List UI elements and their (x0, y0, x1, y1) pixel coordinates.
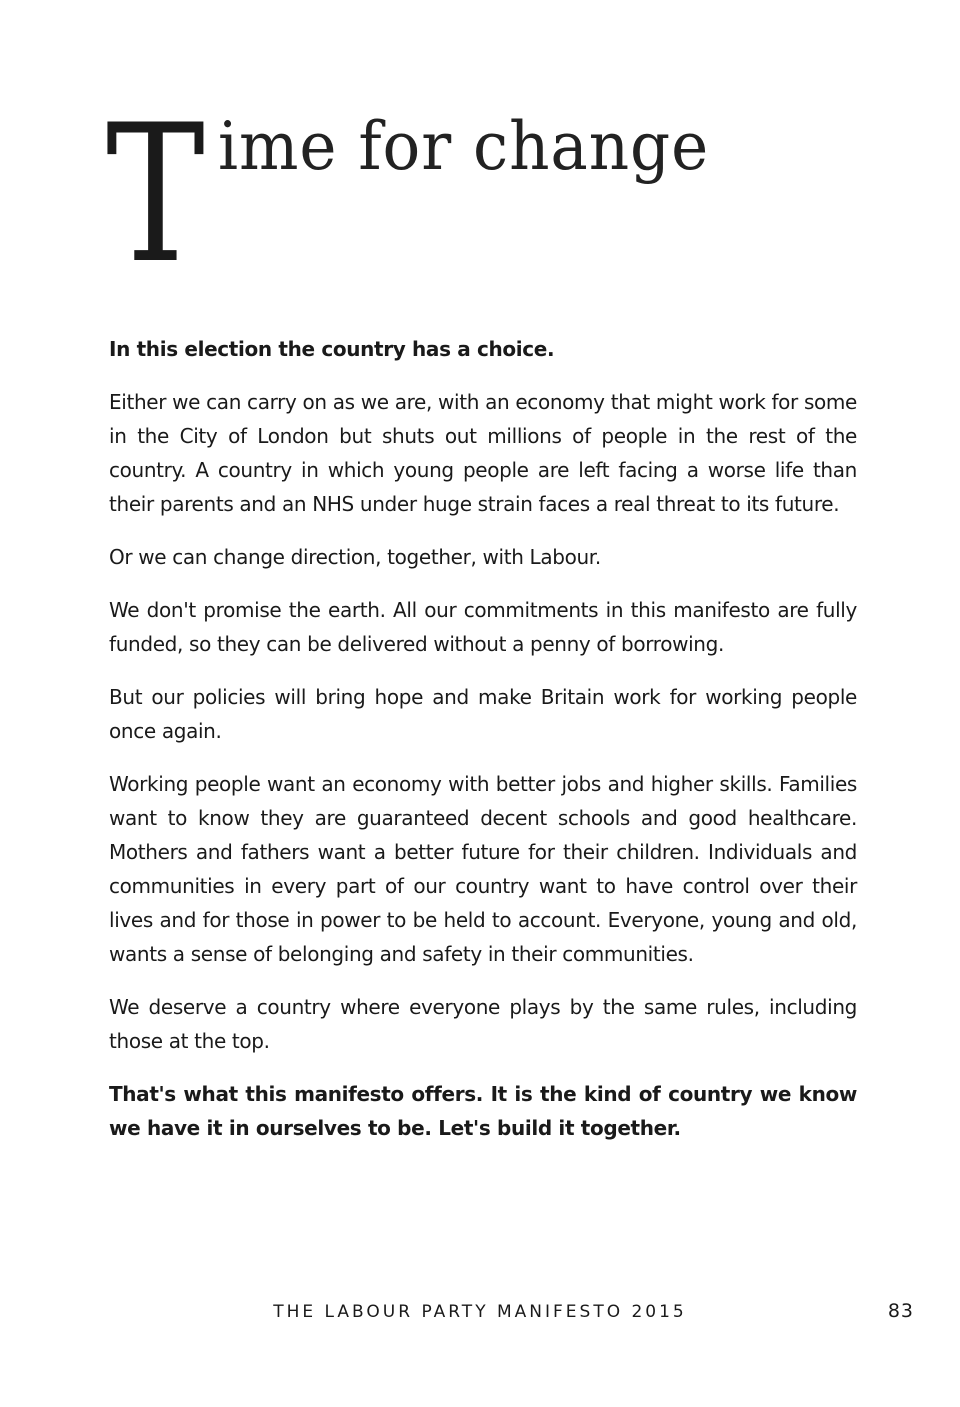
body-text (109, 332, 857, 1164)
paragraph-working-people: Working people want an economy with better jobs and higher skills. Families want to know they are guaranteed decent schools and good healthcare. Mothers and fathers want a better future for their children. Individuals and communities in every part of our country want to have control over their lives and for those in power to be held to account. Everyone, young and old, wants a sense of belonging and safety in their communities. (109, 772, 857, 966)
paragraph-fully-funded: We don't promise the earth. All our commitments in this manifesto are fully funded, so they can be delivered without a penny of borrowing. (109, 598, 857, 656)
paragraph-change-direction: Or we can change direction, together, with Labour. (109, 545, 601, 569)
page-number: 83 (887, 1300, 914, 1322)
paragraph-bring-hope: But our policies will bring hope and make Britain work for working people once again. (109, 685, 857, 743)
heading-drop-cap: T (106, 84, 205, 305)
paragraph-carry-on: Either we can carry on as we are, with an economy that might work for some in the City of London but shuts out millions of people in the rest of the country. A country in which young people are left facing a worse life than their parents and an NHS under huge strain faces a real threat to its future. (109, 390, 857, 516)
paragraph-same-rules: We deserve a country where everyone plays by the same rules, including those at the top. (109, 995, 857, 1053)
footer-title: THE LABOUR PARTY MANIFESTO 2015 (273, 1302, 687, 1322)
closing-paragraph: That's what this manifesto offers. It is the kind of country we know we have it in ourselves to be. Let's build it together. (109, 1082, 857, 1140)
heading-title: ime for change (218, 108, 710, 185)
lead-paragraph: In this election the country has a choice. (109, 337, 555, 361)
page-heading (106, 84, 866, 305)
